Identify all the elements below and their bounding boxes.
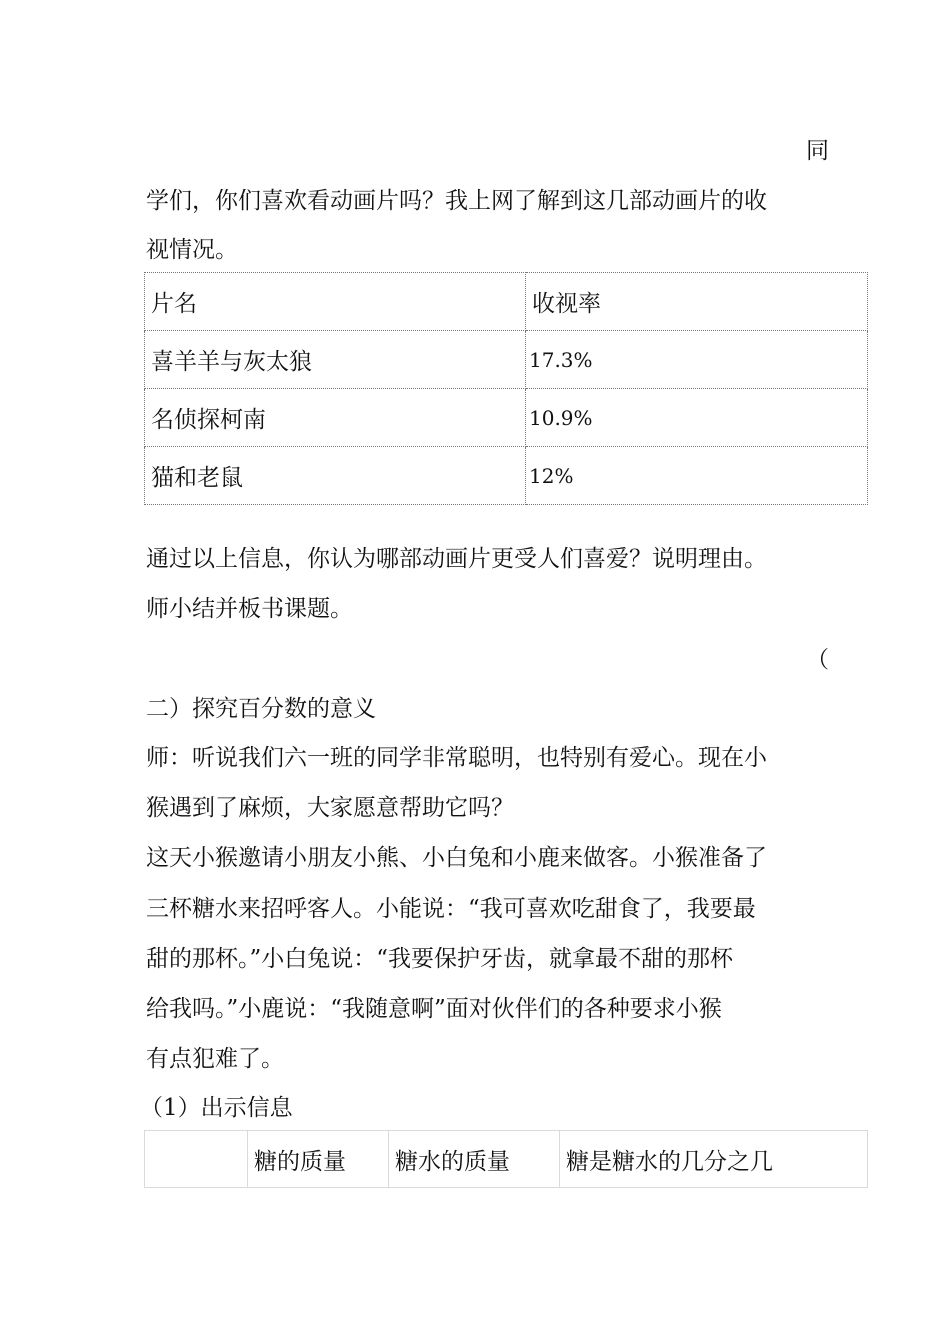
cell-rating: 10.9% bbox=[526, 389, 868, 447]
table-row bbox=[145, 447, 868, 505]
section-heading: 二）探究百分数的意义 bbox=[146, 696, 376, 722]
intro-line-1: 学们，你们喜欢看动画片吗？我上网了解到这几部动画片的收 bbox=[146, 188, 767, 214]
intro-line-0: 同 bbox=[806, 138, 829, 164]
header-cell-title: 片名 bbox=[145, 273, 526, 331]
cell-title: 喜羊羊与灰太狼 bbox=[145, 331, 526, 389]
sugar-table bbox=[144, 1130, 868, 1188]
paragraph-line: 师：听说我们六一班的同学非常聪明，也特别有爱心。现在小 bbox=[146, 745, 767, 771]
cell-rating: 12% bbox=[526, 447, 868, 505]
paragraph-line: 甜的那杯。”小白兔说：“我要保护牙齿，就拿最不甜的那杯 bbox=[146, 946, 734, 972]
table-row bbox=[145, 331, 868, 389]
header-cell-solution-mass: 糖水的质量 bbox=[389, 1131, 560, 1188]
paragraph-line: 猴遇到了麻烦，大家愿意帮助它吗？ bbox=[146, 795, 514, 821]
paragraph-line: 给我吗。”小鹿说：“我随意啊”面对伙伴们的各种要求小猴 bbox=[146, 996, 722, 1022]
paren-mark: （ bbox=[806, 647, 829, 673]
intro-line-2: 视情况。 bbox=[146, 237, 238, 263]
table-header-row bbox=[145, 1131, 868, 1188]
summary-line: 师小结并板书课题。 bbox=[146, 596, 353, 622]
paragraph-line: 三杯糖水来招呼客人。小能说：“我可喜欢吃甜食了，我要最 bbox=[146, 896, 756, 922]
header-cell-fraction: 糖是糖水的几分之几 bbox=[560, 1131, 868, 1188]
header-cell-blank bbox=[145, 1131, 248, 1188]
header-cell-rating: 收视率 bbox=[526, 273, 868, 331]
subsection-heading: （1）出示信息 bbox=[140, 1095, 293, 1121]
ratings-table bbox=[144, 272, 868, 505]
paragraph-line: 这天小猴邀请小朋友小熊、小白兔和小鹿来做客。小猴准备了 bbox=[146, 845, 767, 871]
cell-title: 名侦探柯南 bbox=[145, 389, 526, 447]
cell-rating: 17.3% bbox=[526, 331, 868, 389]
question-line: 通过以上信息，你认为哪部动画片更受人们喜爱？说明理由。 bbox=[146, 546, 767, 572]
paragraph-line: 有点犯难了。 bbox=[146, 1046, 284, 1072]
cell-title: 猫和老鼠 bbox=[145, 447, 526, 505]
table-header-row bbox=[145, 273, 868, 331]
table-row bbox=[145, 389, 868, 447]
header-cell-sugar-mass: 糖的质量 bbox=[248, 1131, 389, 1188]
